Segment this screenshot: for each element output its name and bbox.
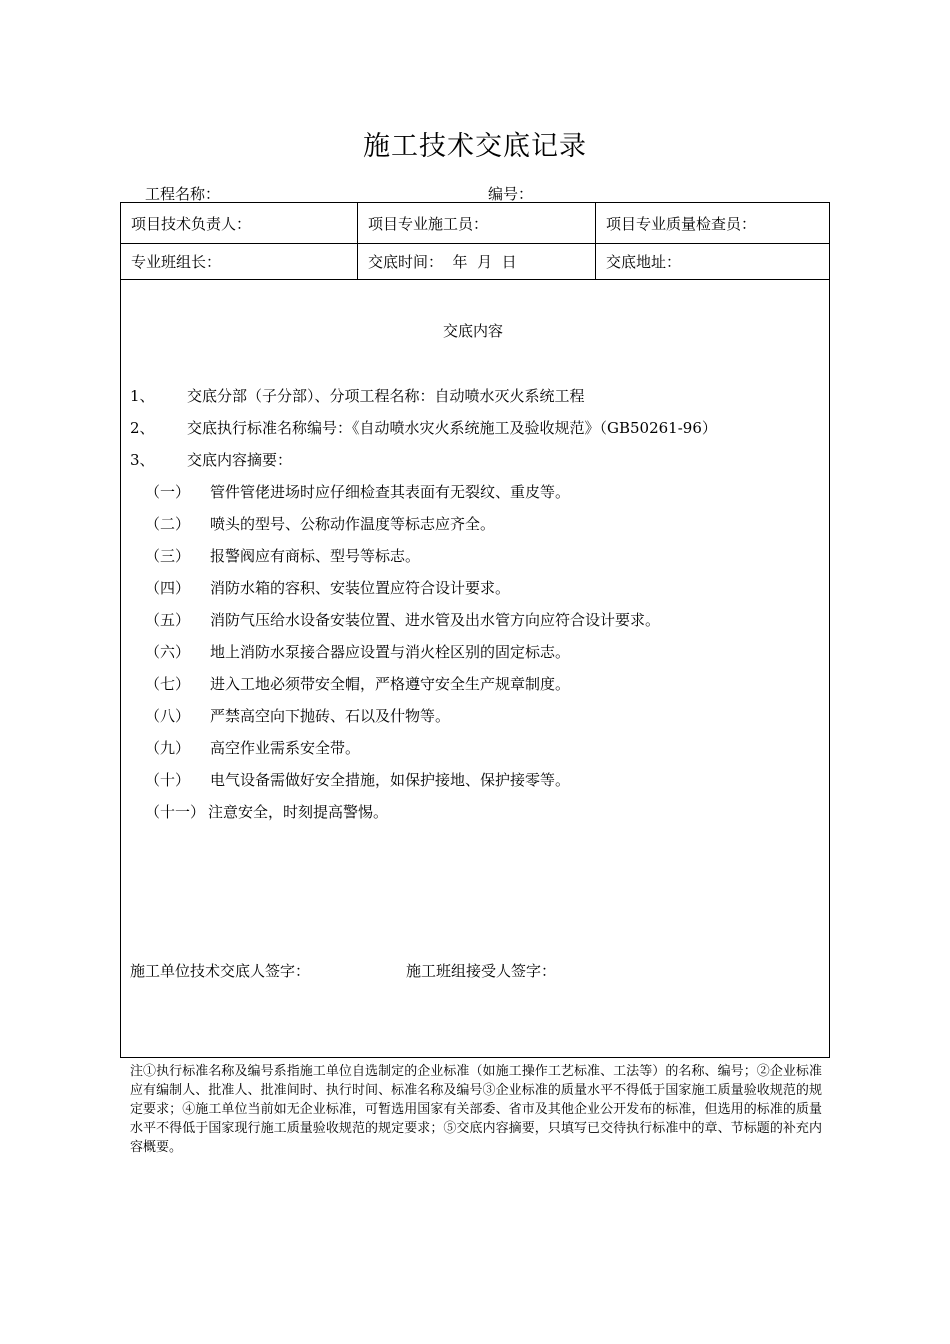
- disclosure-address-cell: 交底地址：: [595, 243, 829, 279]
- subitem-text: 喷头的型号、公称动作温度等标志应齐全。: [210, 515, 496, 533]
- team-leader-cell: 专业班组长：: [131, 252, 222, 271]
- subitem-number: （十一）: [145, 803, 206, 821]
- subitem-number: （十）: [145, 771, 191, 789]
- subitem-number: （二）: [145, 515, 191, 533]
- subitem-text: 消防水箱的容积、安装位置应符合设计要求。: [210, 579, 511, 597]
- disclosure-time-cell: 交底时间： 年 月 日: [357, 243, 595, 279]
- subitem-number: （五）: [145, 611, 191, 629]
- item-number: 2、: [130, 419, 155, 437]
- subitem-number: （三）: [145, 547, 191, 565]
- page-title: 施工技术交底记录: [363, 131, 587, 162]
- subitem-text: 注意安全，时刻提高警惕。: [208, 803, 389, 821]
- project-name-label: 工程名称：: [145, 185, 221, 203]
- tech-lead-cell: 项目技术负责人：: [131, 214, 252, 233]
- subitem-text: 消防气压给水设备安装位置、进水管及出水管方向应符合设计要求。: [210, 611, 661, 629]
- sign-disclosure-person: 施工单位技术交底人签字：: [130, 962, 311, 980]
- quality-inspector-cell: 项目专业质量检查员：: [595, 203, 829, 243]
- item-number: 3、: [130, 451, 155, 469]
- subitem-number: （七）: [145, 675, 191, 693]
- content-heading: 交底内容: [443, 322, 504, 340]
- number-label: 编号：: [488, 185, 534, 203]
- form-row-responsible: [121, 203, 829, 244]
- footnote: 注①执行标准名称及编号系指施工单位自选制定的企业标准（如施工操作工艺标准、工法等）的名称、编号；②企业标准应有编制人、批准人、批准间时、执行时间、标准名称及编号③企业标准的质量水平不得低于国家施工质量验收规范的规定要求；④施工单位当前如无企业标准，可暂选用国家有关部委、省市及其他企业公开发布的标准，但选用的标准的质量水平不得低于国家现行施工质量验收规范的规定要求；⑤交底内容摘要，只填写已交待执行标准中的章、节标题的补充内容概要。: [130, 1064, 822, 1155]
- item-text: 交底内容摘要：: [187, 451, 293, 469]
- subitem-number: （六）: [145, 643, 191, 661]
- item-number: 1、: [130, 387, 155, 405]
- subitem-number: （九）: [145, 739, 191, 757]
- subitem-text: 进入工地必须带安全帽，严格遵守安全生产规章制度。: [210, 675, 571, 693]
- subitem-number: （一）: [145, 483, 191, 501]
- subitem-text: 地上消防水泵接合器应设置与消火栓区别的固定标志。: [210, 643, 571, 661]
- form-row-time: [121, 243, 829, 280]
- sign-receiving-team: 施工班组接受人签字：: [406, 962, 557, 980]
- subitem-text: 报警阀应有商标、型号等标志。: [210, 547, 421, 565]
- subitem-number: （八）: [145, 707, 191, 725]
- item-text: 交底执行标准名称编号：《自动喷水灾火系统施工及验收规范》（GB50261-96）: [187, 419, 717, 437]
- subitem-text: 管件管佬进场时应仔细检查其表面有无裂纹、重皮等。: [210, 483, 571, 501]
- item-text: 交底分部（子分部）、分项工程名称：自动喷水灭火系统工程: [187, 387, 585, 405]
- subitem-text: 严禁高空向下抛砖、石以及什物等。: [210, 707, 451, 725]
- subitem-text: 高空作业需系安全带。: [210, 739, 361, 757]
- construction-officer-cell: 项目专业施工员：: [357, 203, 595, 243]
- subitem-text: 电气设备需做好安全措施，如保护接地、保护接零等。: [210, 771, 571, 789]
- subitem-number: （四）: [145, 579, 191, 597]
